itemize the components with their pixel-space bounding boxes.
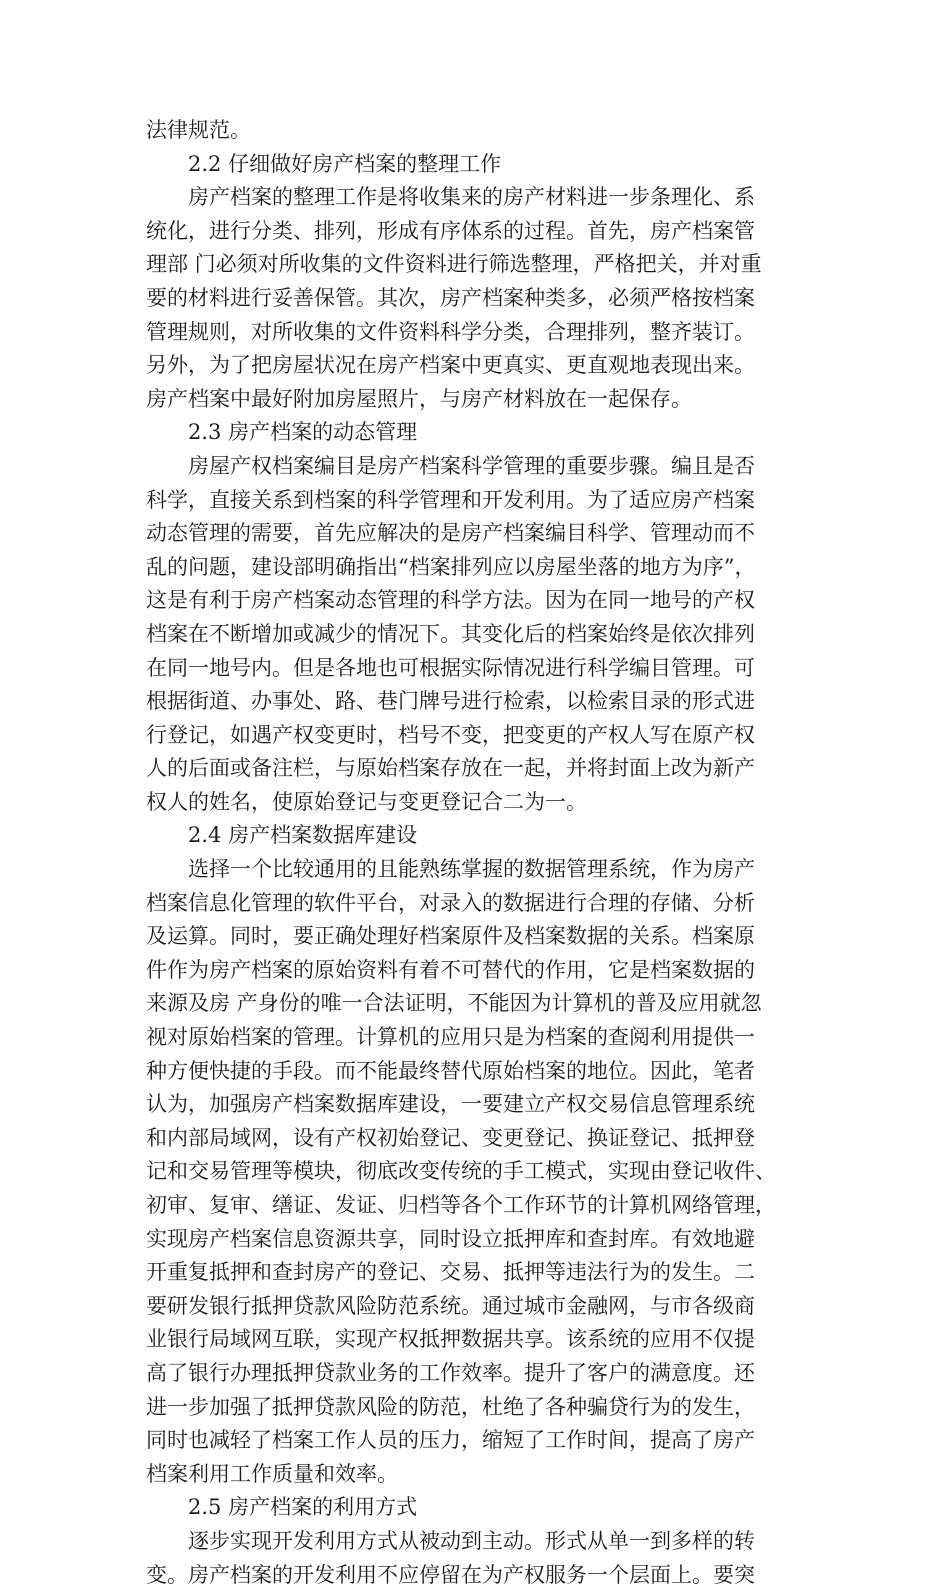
text-line: 在同一地号内。但是各地也可根据实际情况进行科学编目管理。可 bbox=[146, 655, 755, 680]
text-line: 乱的问题，建设部明确指出“档案排列应以房屋坐落的地方为序”， bbox=[146, 554, 756, 579]
text-line: 视对原始档案的管理。计算机的应用只是为档案的查阅利用提供一 bbox=[146, 1025, 755, 1050]
text-line: 法律规范。 bbox=[146, 118, 251, 142]
text-line: 档案在不断增加或减少的情况下。其变化后的档案始终是依次排列 bbox=[146, 621, 755, 646]
text-line: 开重复抵押和查封房产的登记、交易、抵押等违法行为的发生。二 bbox=[146, 1260, 755, 1285]
text-line: 认为，加强房产档案数据库建设，一要建立产权交易信息管理系统 bbox=[146, 1092, 755, 1117]
text-line: 行登记，如遇产权变更时，档号不变，把变更的产权人写在原产权 bbox=[146, 722, 755, 747]
text-line: 选择一个比较通用的且能熟练掌握的数据管理系统，作为房产 bbox=[188, 857, 755, 882]
text-line: 高了银行办理抵押贷款业务的工作效率。提升了客户的满意度。还 bbox=[146, 1360, 755, 1385]
text-line: 档案利用工作质量和效率。 bbox=[146, 1461, 398, 1486]
text-line: 逐步实现开发利用方式从被动到主动。形式从单一到多样的转 bbox=[188, 1528, 755, 1553]
text-line: 和内部局域网，设有产权初始登记、变更登记、换证登记、抵押登 bbox=[146, 1125, 755, 1150]
text-line: 初审、复审、缮证、发证、归档等各个工作环节的计算机网络管理， bbox=[146, 1193, 776, 1217]
text-line: 要的材料进行妥善保管。其次，房产档案种类多，必须严格按档案 bbox=[146, 285, 755, 310]
text-line: 来源及房 产身份的唯一合法证明，不能因为计算机的普及应用就忽 bbox=[146, 991, 762, 1016]
text-line: 实现房产档案信息资源共享，同时设立抵押库和查封库。有效地避 bbox=[146, 1226, 755, 1251]
section-heading: 2.2 仔细做好房产档案的整理工作 bbox=[188, 151, 502, 176]
text-line: 进一步加强了抵押贷款风险的防范，杜绝了各种骗贷行为的发生， bbox=[146, 1394, 755, 1419]
text-line: 统化，进行分类、排列，形成有序体系的过程。首先，房产档案管 bbox=[146, 218, 755, 243]
text-line: 权人的姓名，使原始登记与变更登记合二为一。 bbox=[146, 789, 587, 814]
text-line: 种方便快捷的手段。而不能最终替代原始档案的地位。因此，笔者 bbox=[146, 1058, 755, 1083]
section-heading: 2.4 房产档案数据库建设 bbox=[188, 823, 418, 848]
text-line: 科学，直接关系到档案的科学管理和开发利用。为了适应房产档案 bbox=[146, 487, 755, 512]
text-line: 及运算。同时，要正确处理好档案原件及档案数据的关系。档案原 bbox=[146, 924, 755, 949]
text-line: 根据街道、办事处、路、巷门牌号进行检索，以检索目录的形式进 bbox=[146, 689, 755, 714]
text-line: 房屋产权档案编目是房产档案科学管理的重要步骤。编且是否 bbox=[188, 453, 755, 478]
text-line: 人的后面或备注栏，与原始档案存放在一起，并将封面上改为新产 bbox=[146, 756, 755, 781]
text-line: 管理规则，对所收集的文件资料科学分类，合理排列，整齐装订。 bbox=[146, 319, 755, 344]
section-heading: 2.3 房产档案的动态管理 bbox=[188, 420, 418, 445]
section-heading: 2.5 房产档案的利用方式 bbox=[188, 1495, 418, 1520]
text-line: 件作为房产档案的原始资料有着不可替代的作用，它是档案数据的 bbox=[146, 957, 755, 982]
text-line: 要研发银行抵押贷款风险防范系统。通过城市金融网，与市各级商 bbox=[146, 1293, 755, 1318]
text-line: 记和交易管理等模块，彻底改变传统的手工模式，实现由登记收件、 bbox=[146, 1159, 776, 1184]
text-line: 同时也减轻了档案工作人员的压力，缩短了工作时间，提高了房产 bbox=[146, 1428, 755, 1453]
text-line: 业银行局域网互联，实现产权抵押数据共享。该系统的应用不仅提 bbox=[146, 1327, 755, 1352]
text-line: 另外，为了把房屋状况在房产档案中更真实、更直观地表现出来。 bbox=[146, 353, 755, 378]
text-line: 房产档案中最好附加房屋照片，与房产材料放在一起保存。 bbox=[146, 386, 692, 411]
text-line: 这是有利于房产档案动态管理的科学方法。因为在同一地号的产权 bbox=[146, 588, 755, 613]
text-line: 动态管理的需要，首先应解决的是房产档案编目科学、管理动而不 bbox=[146, 521, 755, 546]
document-body bbox=[146, 114, 806, 1592]
text-line: 档案信息化管理的软件平台，对录入的数据进行合理的存储、分析 bbox=[146, 890, 755, 915]
text-line: 房产档案的整理工作是将收集来的房产材料进一步条理化、系 bbox=[188, 185, 755, 210]
text-line: 变。房产档案的开发利用不应停留在为产权服务一个层面上。要突 bbox=[146, 1562, 755, 1587]
text-line: 理部 门必须对所收集的文件资料进行筛选整理，严格把关，并对重 bbox=[146, 252, 762, 277]
